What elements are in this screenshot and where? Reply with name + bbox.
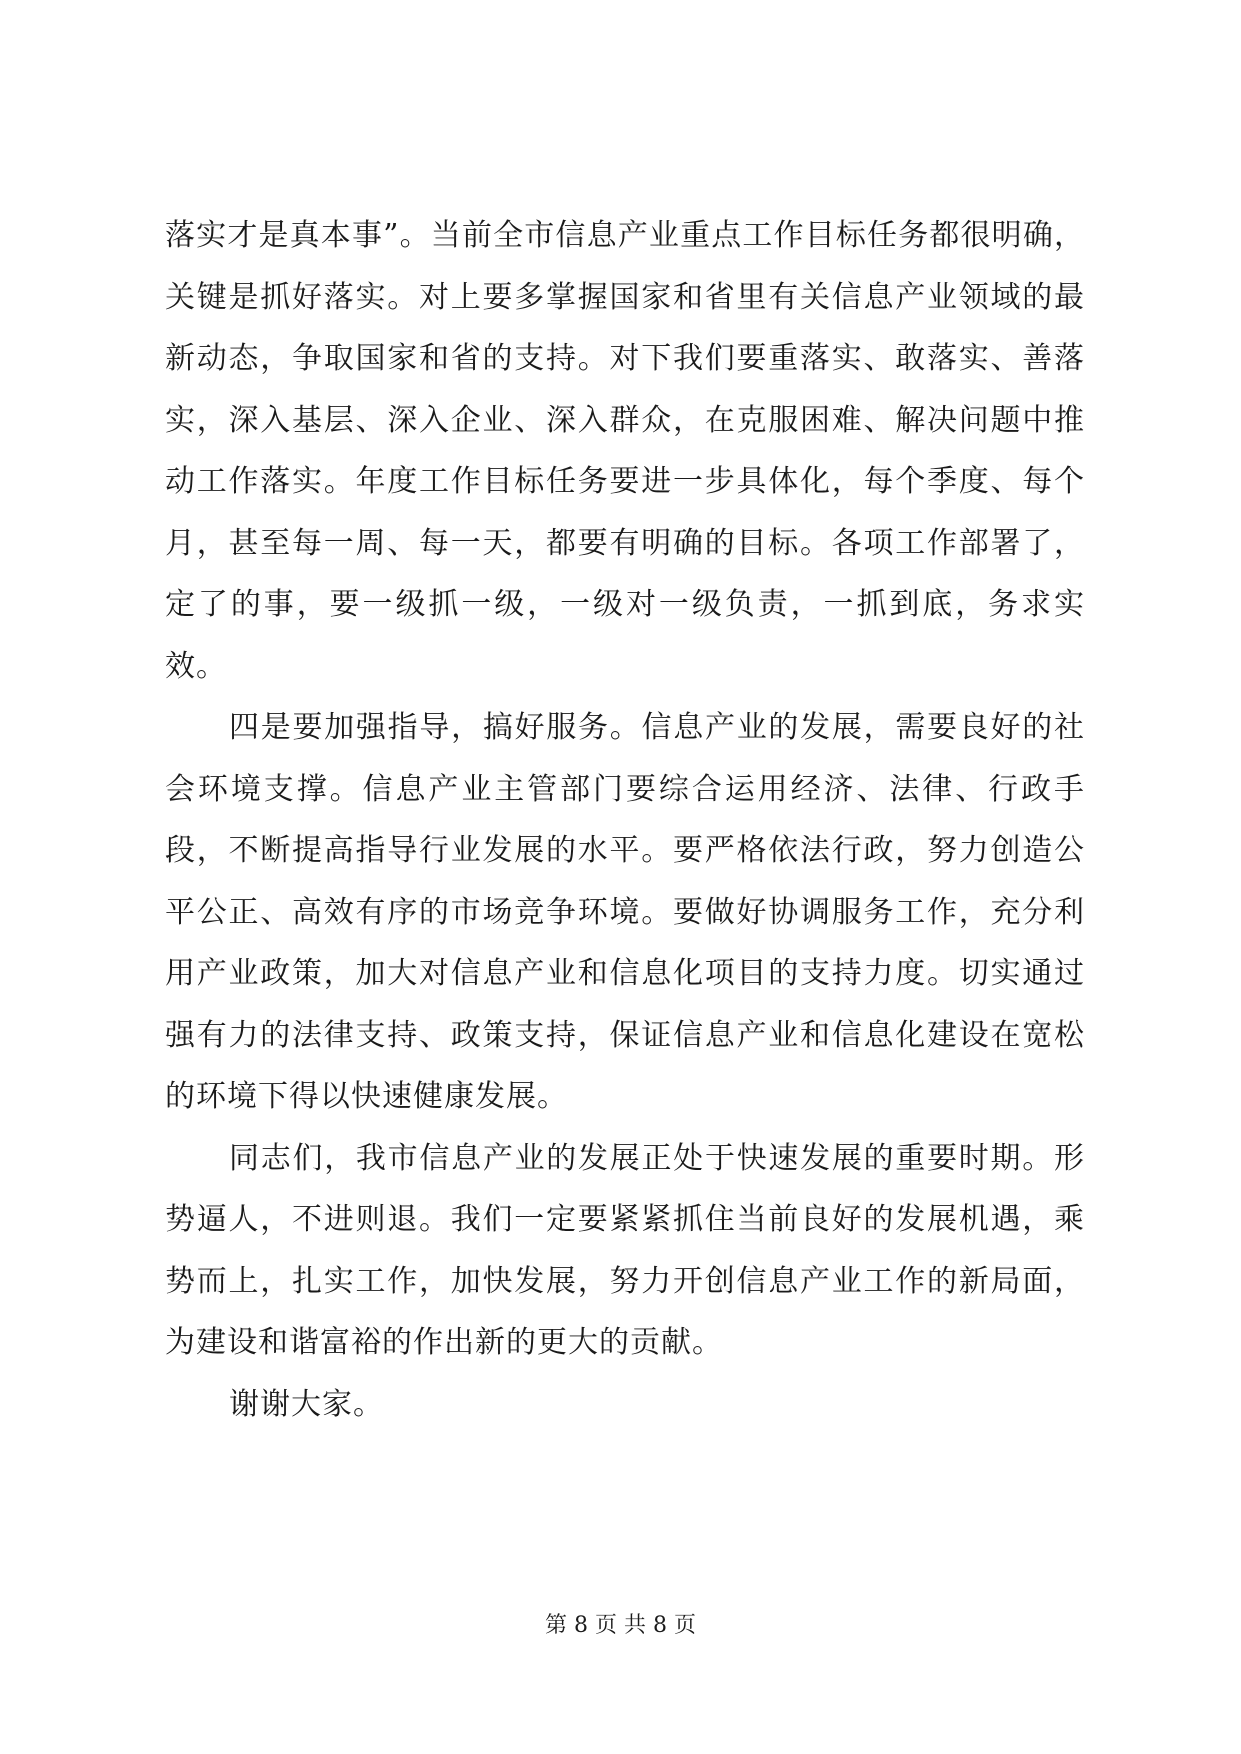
paragraph-guidance-service: 四是要加强指导，搞好服务。信息产业的发展，需要良好的社会环境支撑。信息产业主管部门要综合运用经济、法律、行政手段，不断提高指导行业发展的水平。要严格依法行政，努力创造公平公正、高效有序的市场竞争环境。要做好协调服务工作，充分利用产业政策，加大对信息产业和信息化项目的支持力度。切实通过强有力的法律支持、政策支持，保证信息产业和信息化建设在宽松的环境下得以快速健康发展。 bbox=[165, 710, 1085, 1114]
paragraph-continuation: 落实才是真本事”。当前全市信息产业重点工作目标任务都很明确，关键是抓好落实。对上要多掌握国家和省里有关信息产业领域的最新动态，争取国家和省的支持。对下我们要重落实、敢落实、善落实，深入基层、深入企业、深入群众，在克服困难、解决问题中推动工作落实。年度工作目标任务要进一步具体化，每个季度、每个月，甚至每一周、每一天，都要有明确的目标。各项工作部署了，定了的事，要一级抓一级，一级对一级负责，一抓到底，务求实效。 bbox=[165, 218, 1085, 684]
document-body bbox=[165, 205, 1085, 1435]
page-number-footer: 第 8 页 共 8 页 bbox=[545, 1613, 696, 1638]
paragraph-closing-remarks: 同志们，我市信息产业的发展正处于快速发展的重要时期。形势逼人，不进则退。我们一定要紧紧抓住当前良好的发展机遇，乘势而上，扎实工作，加快发展，努力开创信息产业工作的新局面，为建设和谐富裕的作出新的更大的贡献。 bbox=[165, 1140, 1085, 1360]
paragraph-thanks: 谢谢大家。 bbox=[229, 1386, 384, 1422]
